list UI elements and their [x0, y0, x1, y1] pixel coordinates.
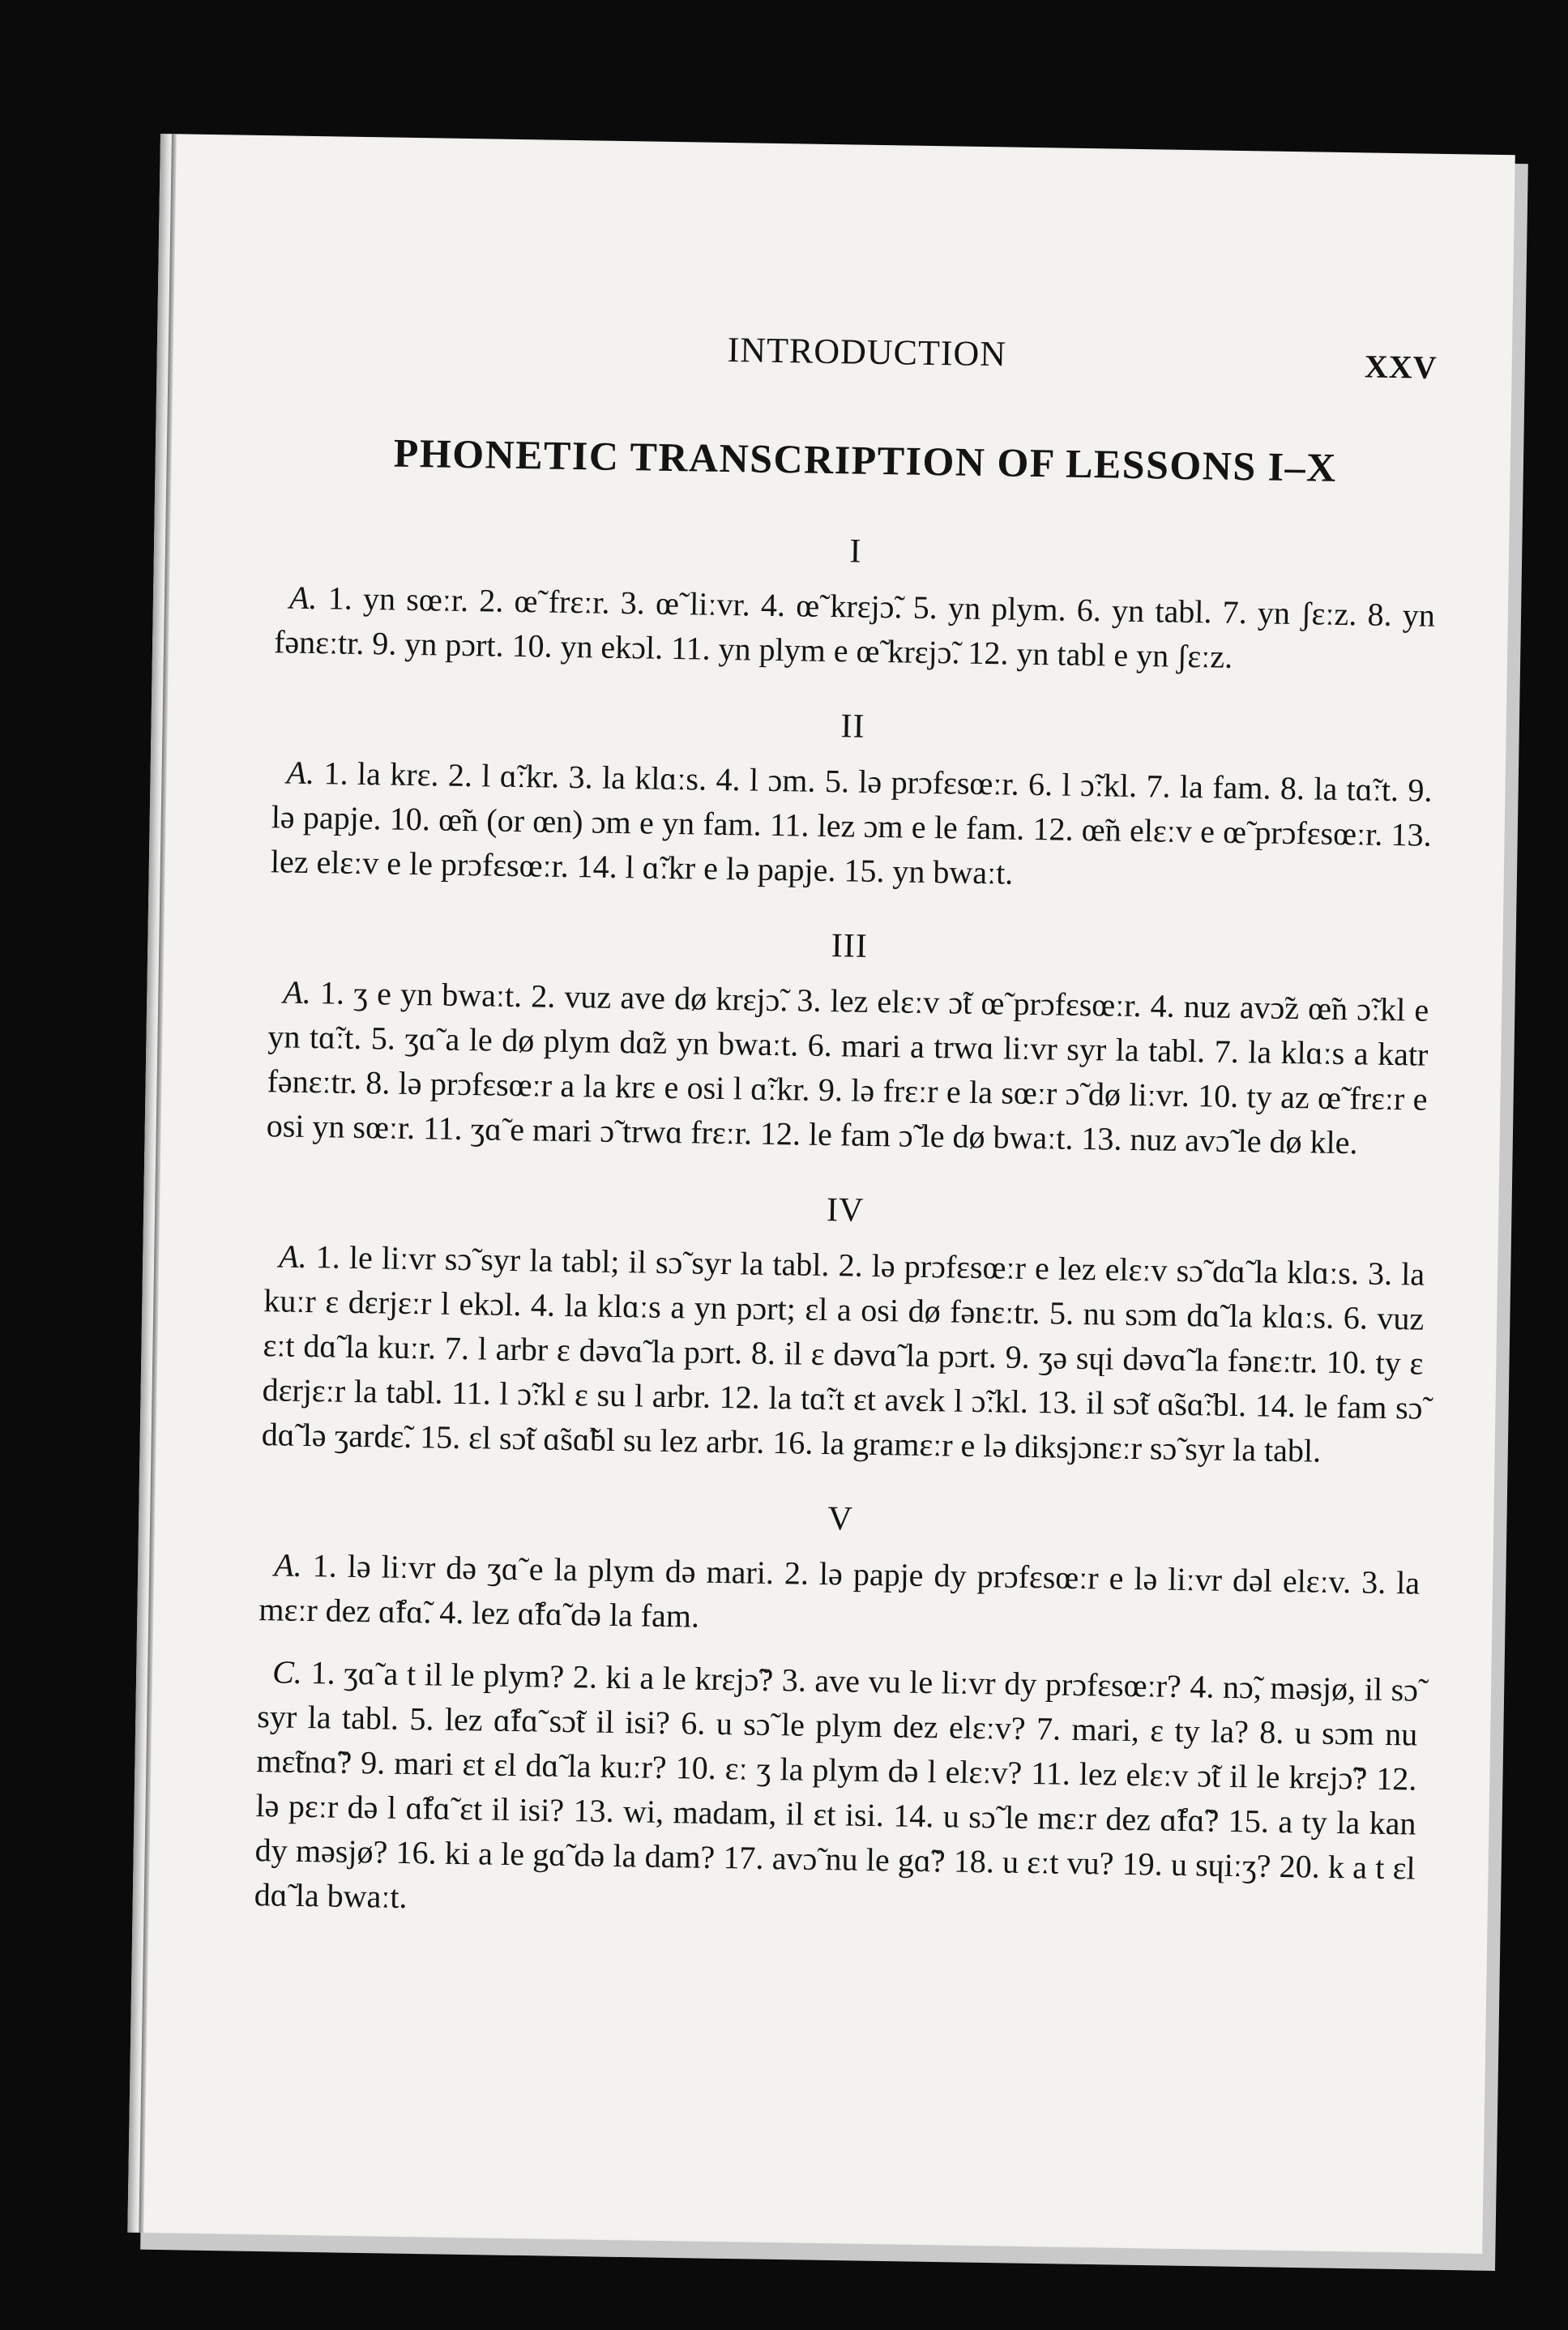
page-title: PHONETIC TRANSCRIPTION OF LESSONS I–X — [393, 430, 1338, 490]
lessons — [254, 523, 1436, 1969]
page-number: XXV — [1364, 348, 1438, 386]
section-label: A. — [273, 1546, 303, 1584]
lesson-IV — [261, 1182, 1425, 1474]
lesson-I — [274, 523, 1437, 682]
paragraph-text: 1. ʒɑ̃ a t il le plym? 2. ki a le krɛjɔ̃? 3. ave vu le liːvr dy prɔfɛsœːr? 4. nɔ̃, məsjø, il sɔ̃ syr la tabl. 5. lez ɑ̃fɑ̃ sɔ̃t il isi? 6. u sɔ̃ le plym dez elɛːv? 7. mari, ɛ ty la? 8. u sɔm nu mɛ̃tnɑ̃? 9. mari ɛt ɛl dɑ̃ la kuːr? 10. ɛː ʒ la plym də l elɛːv? 11. lez elɛːv ɔ̃t il le krɛjɔ̃? 12. lə pɛːr də l ɑ̃fɑ̃ ɛt il isi? 13. wi, madam, il ɛt isi. 14. u sɔ̃ le mɛːr dez ɑ̃fɑ̃? 15. a ty la kan dy məsjø? 16. ki a le gɑ̃ də la dam? 17. avɔ̃ nu le gɑ̃? 18. u ɛːt vu? 19. u sɥiːʒ? 20. k a t ɛl dɑ̃ la bwaːt. — [254, 1654, 1419, 1916]
lesson-paragraph — [261, 1233, 1425, 1474]
book-page — [127, 134, 1515, 2254]
lesson-number: III — [831, 927, 869, 965]
lesson-number: IV — [826, 1191, 865, 1229]
section-label: A. — [278, 1238, 308, 1276]
page-gutter — [139, 134, 177, 2233]
page-header — [270, 322, 1463, 389]
paragraph-text: 1. ʒ e yn bwaːt. 2. vuz ave dø krɛjɔ̃. 3. lez elɛːv ɔ̃t œ̃ prɔfɛsœːr. 4. nuz avɔ̃z œ̃n ɔ̃ːkl e yn tɑ̃ːt. 5. ʒɑ̃ a le dø plym dɑ̃z yn bwaːt. 6. mari a trwɑ liːvr syr la tabl. 7. la klɑːs a katr fənɛːtr. 8. lə prɔfɛsœːr a la krɛ e osi l ɑ̃ːkr. 9. lə frɛːr e la sœːr ɔ̃ dø liːvr. 10. ty az œ̃ frɛːr e osi yn sœːr. 11. ʒɑ̃ e mari ɔ̃ trwɑ frɛːr. 12. le fam ɔ̃ le dø bwaːt. 13. nuz avɔ̃ le dø kle. — [266, 974, 1429, 1161]
section-label: A. — [288, 579, 318, 617]
lesson-II — [270, 698, 1433, 901]
paragraph-text: 1. lə liːvr də ʒɑ̃ e la plym də mari. 2. lə papje dy prɔfɛsœːr e lə liːvr dəl elɛːv. 3. la mɛːr dez ɑ̃fɑ̃. 4. lez ɑ̃fɑ̃ də la fam. — [258, 1547, 1421, 1635]
running-head: INTRODUCTION — [727, 330, 1007, 374]
lesson-V — [254, 1490, 1421, 1935]
lesson-paragraph — [254, 1649, 1418, 1935]
section-label: C. — [271, 1653, 303, 1691]
lesson-paragraph — [270, 750, 1432, 901]
paragraph-text: 1. yn sœːr. 2. œ̃ frɛːr. 3. œ̃ liːvr. 4. œ̃ krɛjɔ̃. 5. yn plym. 6. yn tabl. 7. yn ʃɛːz. 8. yn fənɛːtr. 9. yn pɔrt. 10. yn ekɔl. 11. yn plym e œ̃ krɛjɔ̃. 12. yn tabl e yn ʃɛːz. — [273, 579, 1436, 675]
lesson-paragraph — [258, 1542, 1421, 1649]
paragraph-text: 1. la krɛ. 2. l ɑ̃ːkr. 3. la klɑːs. 4. l ɔm. 5. lə prɔfɛsœːr. 6. l ɔ̃ːkl. 7. la fam. 8. la tɑ̃ːt. 9. lə papje. 10. œ̃n (or œn) ɔm e yn fam. 11. lez ɔm e le fam. 12. œ̃n elɛːv e œ̃ prɔfɛsœːr. 13. lez elɛːv e le prɔfɛsœːr. 14. l ɑ̃ːkr e lə papje. 15. yn bwaːt. — [270, 755, 1433, 891]
lesson-III — [266, 917, 1429, 1165]
section-label: A. — [286, 754, 315, 792]
lesson-number: I — [849, 532, 862, 571]
section-label: A. — [283, 973, 312, 1011]
lesson-number: II — [840, 708, 865, 746]
lesson-paragraph — [266, 969, 1429, 1165]
paragraph-text: 1. le liːvr sɔ̃ syr la tabl; il sɔ̃ syr la tabl. 2. lə prɔfɛsœːr e lez elɛːv sɔ̃ dɑ̃ la klɑːs. 3. la kuːr ɛ dɛrjɛːr l ekɔl. 4. la klɑːs a yn pɔrt; ɛl a osi dø fənɛːtr. 5. nu sɔm dɑ̃ la klɑːs. 6. vuz ɛːt dɑ̃ la kuːr. 7. l arbr ɛ dəvɑ̃ la pɔrt. 8. il ɛ dəvɑ̃ la pɔrt. 9. ʒə sɥi dəvɑ̃ la fənɛːtr. 10. ty ɛ dɛrjɛːr la tabl. 11. l ɔ̃ːkl ɛ su l arbr. 12. la tɑ̃ːt ɛt avɛk l ɔ̃ːkl. 13. il sɔ̃t ɑ̃sɑ̃ːbl. 14. le fam sɔ̃ dɑ̃ lə ʒardɛ̃. 15. ɛl sɔ̃t ɑ̃sɑ̃bl su lez arbr. 16. la gramɛːr e lə diksjɔnɛːr sɔ̃ syr la tabl. — [261, 1238, 1425, 1469]
lesson-paragraph — [274, 575, 1436, 682]
lesson-number: V — [827, 1500, 854, 1538]
